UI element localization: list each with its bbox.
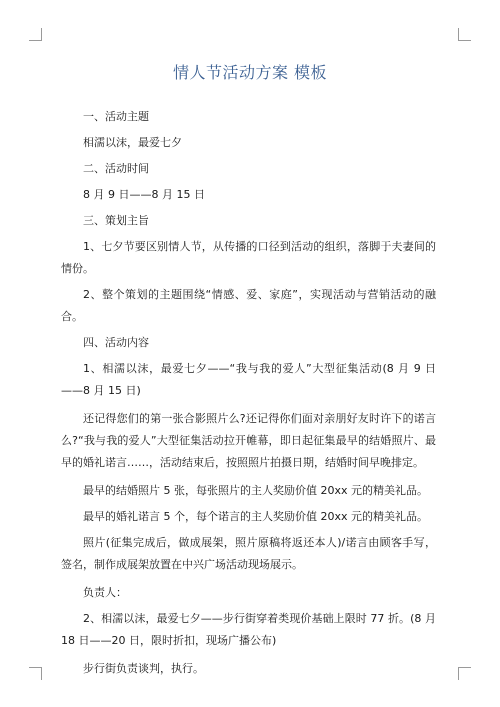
crop-mark-top-right [458,28,471,41]
content-item-1: 1、相濡以沫，最爱七夕——“我与我的爱人”大型征集活动(8 月 9 日——8 月 15 日) [61,362,436,397]
activity-theme-text: 相濡以沫，最爱七夕 [83,136,182,149]
crop-mark-bottom-right [458,667,471,680]
prize-wedding-vows: 最早的婚礼诺言 5 个，每个诺言的主人奖励价值 20xx 元的精美礼品。 [83,510,428,523]
document-title: 情人节活动方案 模板 [172,63,328,82]
heading-activity-theme: 一、活动主题 [83,110,149,123]
heading-activity-content: 四、活动内容 [83,336,149,349]
crop-mark-bottom-left [29,667,42,680]
heading-activity-time: 二、活动时间 [83,162,149,175]
document-body [61,106,436,684]
purpose-item-2: 2、整个策划的主题围绕“情感、爱、家庭”，实现活动与营销活动的融合。 [61,288,436,323]
content-item-2: 2、相濡以沫，最爱七夕——步行街穿着类现价基础上限时 77 折。(8 月 18 日——20 日，限时折扣，现场广播公布) [61,612,436,647]
crop-mark-top-left [29,28,42,41]
activity-time-text: 8 月 9 日——8 月 15 日 [83,188,205,201]
display-arrangement: 照片(征集完成后，做成展架，照片原稿将返还本人)/诺言由顾客手写，签名，制作成展架放置在中兴广场活动现场展示。 [61,536,436,571]
purpose-item-1: 1、七夕节要区别情人节，从传播的口径到活动的组织，落脚于夫妻间的情份。 [61,240,436,275]
prize-wedding-photos: 最早的结婚照片 5 张，每张照片的主人奖励价值 20xx 元的精美礼品。 [83,484,428,497]
heading-planning-purpose: 三、策划主旨 [83,214,149,227]
person-in-charge: 负责人： [83,586,127,599]
content-item-1-description: 还记得您们的第一张合影照片么?还记得你们面对亲朋好友时许下的诺言么?“我与我的爱人”大型征集活动拉开帷幕，即日起征集最早的结婚照片、最早的婚礼诺言……，活动结束后，按照照片拍摄日期，结婚时间早晚排定。 [61,412,436,469]
content-item-2-note: 步行街负责谈判，执行。 [83,662,204,675]
